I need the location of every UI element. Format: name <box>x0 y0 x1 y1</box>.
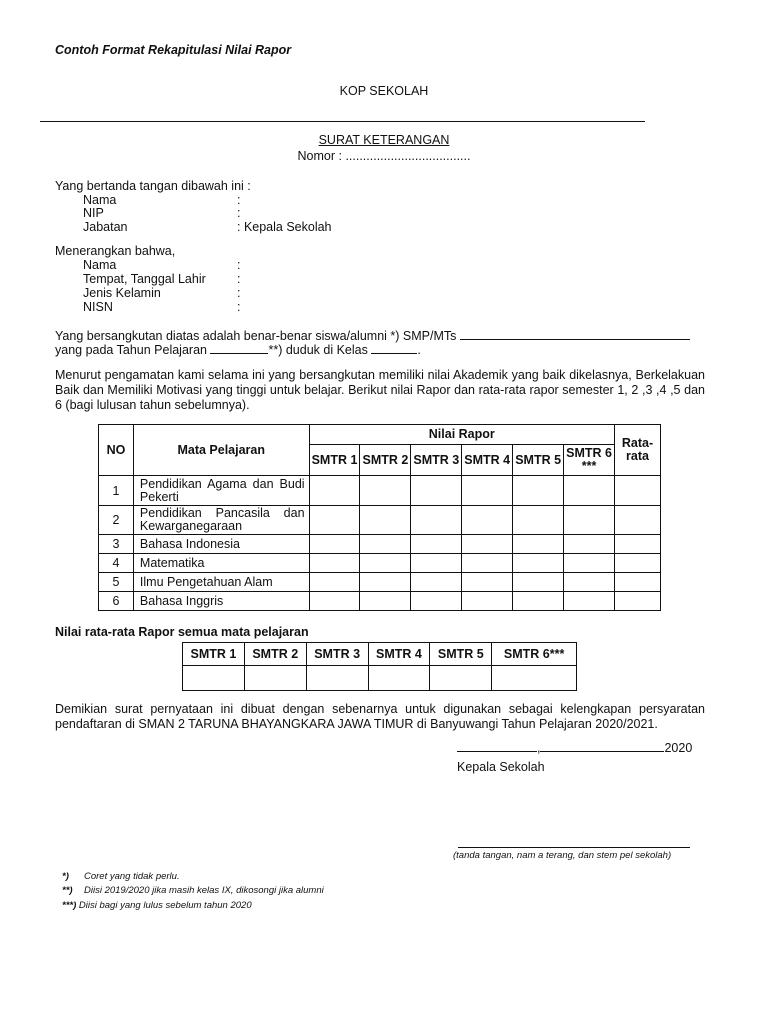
grade-cell[interactable] <box>513 592 564 611</box>
signer-name-value: : <box>237 193 241 207</box>
student-nisn-label: NISN <box>83 300 113 314</box>
avg-value-cell[interactable] <box>368 666 430 691</box>
row-number: 1 <box>99 476 134 506</box>
grade-cell[interactable] <box>411 573 462 592</box>
table-row <box>99 573 661 592</box>
col-smtr-4-header: SMTR 4 <box>462 445 513 476</box>
average-cell[interactable] <box>614 476 660 506</box>
student-name-label: Nama <box>83 258 117 272</box>
statement-text-1: Yang bersangkutan diatas adalah benar-benar siswa/alumni *) SMP/MTs <box>55 329 457 343</box>
grade-cell[interactable] <box>564 506 615 535</box>
letter-title: SURAT KETERANGAN <box>318 133 450 147</box>
student-gender-value: : <box>237 286 241 300</box>
statement-text-2c: . <box>417 343 421 357</box>
avg-smtr-5-header: SMTR 5 <box>430 643 492 666</box>
grade-cell[interactable] <box>309 573 360 592</box>
statement-line-2 <box>55 343 421 357</box>
footnote-2 <box>62 885 324 896</box>
school-origin-blank <box>460 329 690 340</box>
average-cell[interactable] <box>614 573 660 592</box>
statement-line-1 <box>55 329 690 343</box>
grade-cell[interactable] <box>411 592 462 611</box>
grade-cell[interactable] <box>513 476 564 506</box>
avg-smtr-6-header: SMTR 6*** <box>492 643 577 666</box>
grade-cell[interactable] <box>564 535 615 554</box>
row-number: 3 <box>99 535 134 554</box>
footnote-3 <box>62 900 252 911</box>
grade-cell[interactable] <box>462 554 513 573</box>
grades-table <box>98 424 661 611</box>
grade-cell[interactable] <box>309 592 360 611</box>
row-number: 2 <box>99 506 134 535</box>
grade-cell[interactable] <box>411 476 462 506</box>
avg-value-cell[interactable] <box>183 666 245 691</box>
avg-smtr-2-header: SMTR 2 <box>244 643 306 666</box>
grade-cell[interactable] <box>513 554 564 573</box>
grade-cell[interactable] <box>513 535 564 554</box>
class-blank <box>371 343 417 354</box>
row-subject: Pendidikan Agama dan Budi Pekerti <box>133 476 309 506</box>
student-birth-value: : <box>237 272 241 286</box>
table-row <box>183 666 577 691</box>
average-cell[interactable] <box>614 592 660 611</box>
grade-cell[interactable] <box>462 535 513 554</box>
col-smtr-1-header: SMTR 1 <box>309 445 360 476</box>
avg-value-cell[interactable] <box>244 666 306 691</box>
closing-paragraph: Demikian surat pernyataan ini dibuat dengan sebenarnya untuk digunakan sebagai kelengkapan persyaratan pendaftaran di SMAN 2 TARUNA BHAYANGKARA JAWA TIMUR di Banyuwangi Tahun Pelajaran 2020/2021. <box>55 702 705 731</box>
signature-note: (tanda tangan, nam a terang, dan stem pel sekolah) <box>453 850 672 861</box>
col-average-header: Rata-rata <box>614 425 660 476</box>
signer-intro: Yang bertanda tangan dibawah ini : <box>55 179 251 193</box>
col-smtr-3-header: SMTR 3 <box>411 445 462 476</box>
grade-cell[interactable] <box>411 535 462 554</box>
letter-number: Nomor : .................................... <box>297 149 471 163</box>
grade-cell[interactable] <box>411 554 462 573</box>
signer-nip-label: NIP <box>83 206 104 220</box>
student-gender-label: Jenis Kelamin <box>83 286 161 300</box>
grade-cell[interactable] <box>360 535 411 554</box>
row-number: 5 <box>99 573 134 592</box>
average-cell[interactable] <box>614 554 660 573</box>
date-separator: , <box>537 741 541 755</box>
grade-cell[interactable] <box>564 554 615 573</box>
grade-cell[interactable] <box>309 476 360 506</box>
row-subject: Pendidikan Pancasila dan Kewarganegaraan <box>133 506 309 535</box>
table-row <box>99 476 661 506</box>
grade-cell[interactable] <box>309 535 360 554</box>
avg-smtr-4-header: SMTR 4 <box>368 643 430 666</box>
student-nisn-value: : <box>237 300 241 314</box>
date-line <box>457 741 692 755</box>
date-year: 2020 <box>664 741 693 755</box>
student-intro: Menerangkan bahwa, <box>55 244 176 258</box>
table-row <box>99 592 661 611</box>
avg-value-cell[interactable] <box>430 666 492 691</box>
col-subject-header: Mata Pelajaran <box>133 425 309 476</box>
document-caption: Contoh Format Rekapitulasi Nilai Rapor <box>55 43 292 57</box>
col-smtr-6-header: SMTR 6 *** <box>564 445 615 476</box>
grade-cell[interactable] <box>360 506 411 535</box>
footnote-text: Coret yang tidak perlu. <box>84 871 180 882</box>
observation-paragraph: Menurut pengamatan kami selama ini yang bersangkutan memiliki nilai Akademik yang baik dikelasnya, Berkelakuan Baik dan Memiliki Motivasi yang tinggi untuk belajar. Berikut nilai Rapor dan rata-rata rapor semester 1, 2 ,3 ,4 ,5 dan 6 (bagi lulusan tahun sebelumnya). <box>55 368 705 412</box>
place-blank <box>457 741 537 752</box>
statement-text-2b: **) duduk di Kelas <box>268 343 368 357</box>
row-subject: Ilmu Pengetahuan Alam <box>133 573 309 592</box>
row-subject: Matematika <box>133 554 309 573</box>
footnote-text: Diisi 2019/2020 jika masih kelas IX, dikosongi jika alumni <box>84 885 324 896</box>
row-subject: Bahasa Inggris <box>133 592 309 611</box>
grade-cell[interactable] <box>309 506 360 535</box>
school-letterhead: KOP SEKOLAH <box>339 84 429 98</box>
footnote-1 <box>62 871 180 882</box>
row-subject: Bahasa Indonesia <box>133 535 309 554</box>
statement-text-2a: yang pada Tahun Pelajaran <box>55 343 207 357</box>
avg-value-cell[interactable] <box>306 666 368 691</box>
grade-cell[interactable] <box>462 573 513 592</box>
student-birth-label: Tempat, Tanggal Lahir <box>83 272 206 286</box>
grade-cell[interactable] <box>309 554 360 573</box>
signer-position-value: : Kepala Sekolah <box>237 220 332 234</box>
signer-position-label: Jabatan <box>83 220 128 234</box>
grade-cell[interactable] <box>564 476 615 506</box>
col-nilai-rapor-header: Nilai Rapor <box>309 425 614 445</box>
signature-line <box>458 847 690 848</box>
average-cell[interactable] <box>614 535 660 554</box>
letterhead-divider <box>40 121 645 122</box>
signer-nip-value: : <box>237 206 241 220</box>
table-row <box>99 554 661 573</box>
grade-cell[interactable] <box>360 476 411 506</box>
average-cell[interactable] <box>614 506 660 535</box>
col-no-header: NO <box>99 425 134 476</box>
grade-cell[interactable] <box>360 573 411 592</box>
grade-cell[interactable] <box>360 592 411 611</box>
school-year-blank <box>210 343 268 354</box>
footnote-mark: ***) <box>62 900 77 911</box>
signer-role: Kepala Sekolah <box>457 760 545 774</box>
table-row <box>99 535 661 554</box>
grade-cell[interactable] <box>513 506 564 535</box>
grade-cell[interactable] <box>462 476 513 506</box>
avg-value-cell[interactable] <box>492 666 577 691</box>
grade-cell[interactable] <box>513 573 564 592</box>
grade-cell[interactable] <box>564 573 615 592</box>
footnote-mark: **) <box>62 885 73 896</box>
footnote-text: Diisi bagi yang lulus sebelum tahun 2020 <box>78 900 252 911</box>
average-heading: Nilai rata-rata Rapor semua mata pelajaran <box>55 625 309 639</box>
avg-smtr-1-header: SMTR 1 <box>183 643 245 666</box>
grade-cell[interactable] <box>462 506 513 535</box>
grade-cell[interactable] <box>411 506 462 535</box>
row-number: 6 <box>99 592 134 611</box>
average-table <box>182 642 577 691</box>
grade-cell[interactable] <box>360 554 411 573</box>
date-blank <box>540 741 664 752</box>
grade-cell[interactable] <box>462 592 513 611</box>
col-smtr-5-header: SMTR 5 <box>513 445 564 476</box>
avg-smtr-3-header: SMTR 3 <box>306 643 368 666</box>
signer-name-label: Nama <box>83 193 117 207</box>
row-number: 4 <box>99 554 134 573</box>
table-row <box>99 506 661 535</box>
col-smtr-2-header: SMTR 2 <box>360 445 411 476</box>
footnote-mark: *) <box>62 871 69 882</box>
grade-cell[interactable] <box>564 592 615 611</box>
student-name-value: : <box>237 258 241 272</box>
